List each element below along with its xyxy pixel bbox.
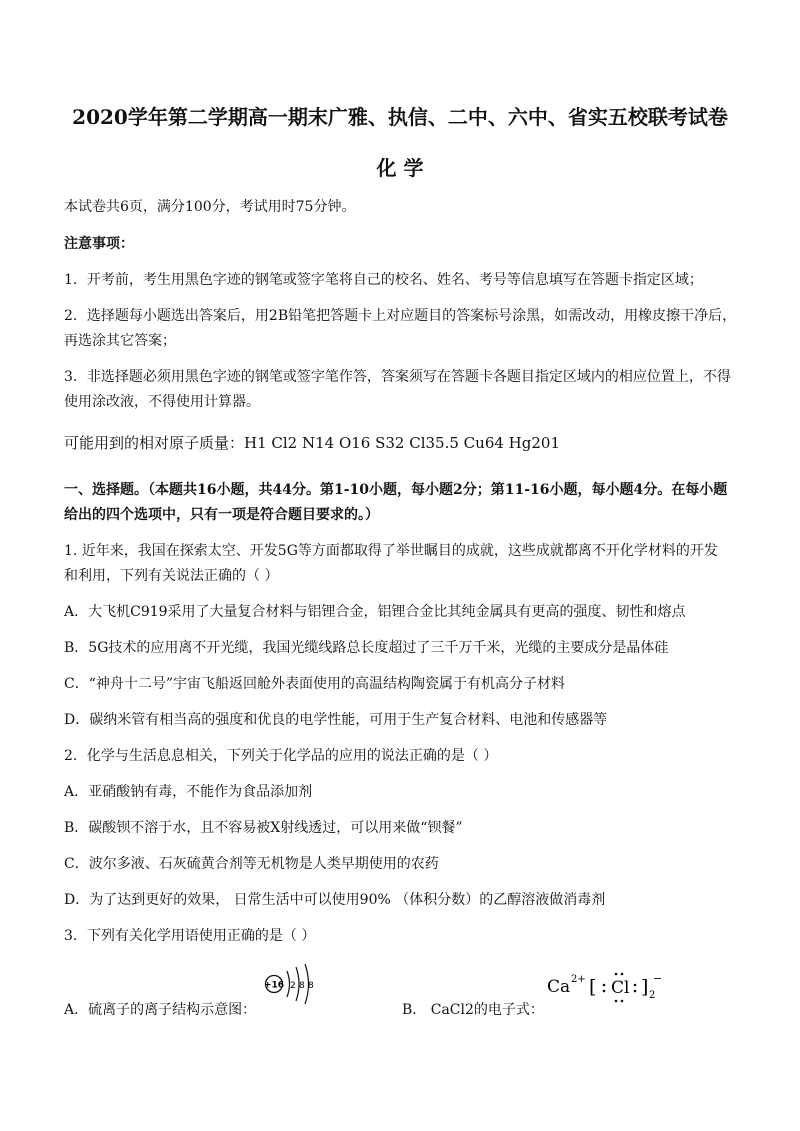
calcium-charge: 2+ bbox=[571, 974, 586, 985]
option-d: D．碳纳米管有相当高的强度和优良的电学性能，可用于生产复合材料、电池和传感器等 bbox=[64, 712, 608, 728]
bracket-close: ] bbox=[641, 976, 649, 998]
subject-title: 化 学 bbox=[376, 156, 424, 180]
notice-heading: 注意事项： bbox=[64, 236, 134, 252]
option-b: B． CaCl2的电子式： bbox=[402, 1002, 544, 1018]
notice-item: 3．非选择题必须用黑色字迹的钢笔或签字笔作答，答案须写在答题卡各题目指定区域内的相应位置上，不得 bbox=[64, 369, 731, 385]
sulfide-ion-structure-diagram bbox=[262, 962, 322, 1010]
exam-title: 2020学年第二学期高一期末广雅、执信、二中、六中、省实五校联考试卷 bbox=[72, 105, 728, 129]
option-a: A．亚硝酸钠有毒，不能作为食品添加剂 bbox=[64, 784, 313, 800]
notice-item: 使用涂改液，不得使用计算器。 bbox=[64, 394, 260, 410]
chloride-charge: − bbox=[653, 972, 663, 985]
option-b: B．5G技术的应用离不开光缆，我国光缆线路总长度超过了三千万千米，光缆的主要成分是晶体硅 bbox=[64, 640, 669, 656]
chlorine-symbol: Cl bbox=[611, 978, 630, 998]
nucleus-charge-label: +16 bbox=[263, 980, 285, 991]
option-b: B．碳酸钡不溶于水，且不容易被X射线透过，可以用来做“钡餐” bbox=[64, 820, 463, 836]
shell-electron-count: 2 bbox=[290, 981, 296, 991]
cacl2-electron-formula bbox=[545, 962, 675, 1010]
chloride-count-subscript: 2 bbox=[649, 990, 656, 1001]
question-stem: 和利用，下列有关说法正确的（ ） bbox=[64, 568, 279, 584]
option-a: A．大飞机C919采用了大量复合材料与铝锂合金，铝锂合金比其纯金属具有更高的强度、韧性和熔点 bbox=[64, 604, 686, 620]
notice-item: 再选涂其它答案； bbox=[64, 333, 176, 349]
question-stem: 2．化学与生活息息相关，下列关于化学品的应用的说法正确的是（ ） bbox=[64, 748, 498, 764]
atomic-masses: 可能用到的相对原子质量：H1 Cl2 N14 O16 S32 Cl35.5 Cu64 Hg201 bbox=[64, 434, 560, 452]
exam-intro: 本试卷共6页，满分100分，考试用时75分钟。 bbox=[64, 199, 356, 215]
shell-electron-count: 8 bbox=[299, 981, 305, 991]
shell-electron-count: 8 bbox=[308, 981, 314, 991]
question-stem: 3．下列有关化学用语使用正确的是（ ） bbox=[64, 928, 316, 944]
option-a: A．硫离子的离子结构示意图： bbox=[64, 1002, 257, 1018]
option-c: C．“神舟十二号”宇宙飞船返回舱外表面使用的高温结构陶瓷属于有机高分子材料 bbox=[64, 676, 566, 692]
section-heading: 一、选择题。（本题共16小题，共44分。第1-10小题，每小题2分；第11-16小题，每小题4分。在每小题 bbox=[64, 482, 728, 498]
option-d: D．为了达到更好的效果， 日常生活中可以使用90% （体积分数）的乙醇溶液做消毒剂 bbox=[64, 892, 606, 908]
notice-item: 1．开考前，考生用黑色字迹的钢笔或签字笔将自己的校名、姓名、考号等信息填写在答题卡指定区域； bbox=[64, 272, 703, 288]
question-stem: 1. 近年来，我国在探索太空、开发5G等方面都取得了举世瞩目的成就，这些成就都离不开化学材料的开发 bbox=[64, 543, 718, 559]
section-heading: 给出的四个选项中，只有一项是符合题目要求的。） bbox=[64, 507, 379, 523]
calcium-symbol: Ca bbox=[547, 977, 571, 997]
bracket-open: [ bbox=[589, 976, 597, 998]
option-c: C．波尔多液、石灰硫黄合剂等无机物是人类早期使用的农药 bbox=[64, 856, 439, 872]
notice-item: 2．选择题每小题选出答案后，用2B铅笔把答题卡上对应题目的答案标号涂黑，如需改动，用橡皮擦干净后， bbox=[64, 308, 737, 324]
